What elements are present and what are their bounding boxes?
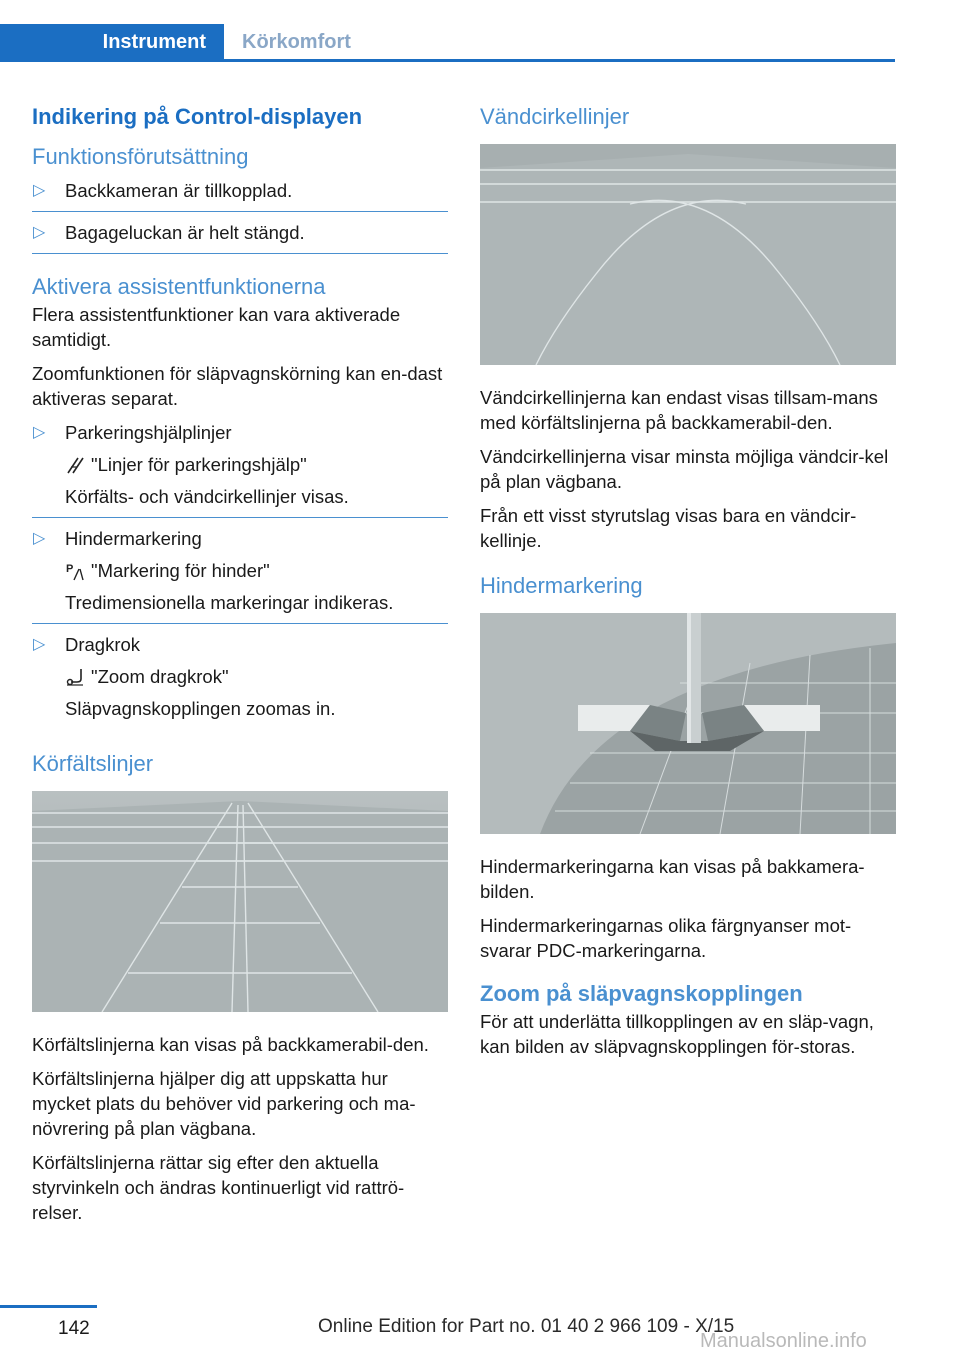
menu-entry xyxy=(65,452,448,477)
tab-instrument[interactable]: Instrument xyxy=(0,24,224,60)
chapter-tab-bar xyxy=(0,24,895,62)
parking-lines-icon xyxy=(65,455,85,475)
item-description: Släpvagnskopplingen zoomas in. xyxy=(65,698,336,719)
menu-entry-label: "Zoom dragkrok" xyxy=(91,666,229,687)
paragraph: Hindermarkeringarna kan visas på bakkamera-bilden. xyxy=(480,856,865,902)
list-item-parking-lines xyxy=(32,420,448,518)
paragraph: Från ett visst styrutslag visas bara en vändcir-kellinje. xyxy=(480,505,857,551)
list-item-obstacle xyxy=(32,526,448,624)
paragraph: För att underlätta tillkopplingen av en släp-vagn, kan bilden av släpvagnskopplingen för-storas. xyxy=(480,1011,874,1057)
item-label: ▷ Hindermarkering xyxy=(65,528,202,549)
page-number-bar xyxy=(0,1305,97,1308)
tow-hook-icon xyxy=(65,667,85,687)
item-description: Tredimensionella markeringar indikeras. xyxy=(65,592,394,613)
tab-korkomfort[interactable]: Körkomfort xyxy=(242,30,351,53)
menu-entry xyxy=(65,558,448,583)
paragraph: Körfältslinjerna hjälper dig att uppskatta hur mycket plats du behöver vid parkering och ma-növrering på plan vägbana. xyxy=(32,1068,416,1139)
paragraph: Hindermarkeringarnas olika färgnyanser mot-svarar PDC-markeringarna. xyxy=(480,915,852,961)
section-heading-vandcirkellinjer: Vändcirkellinjer xyxy=(480,104,630,129)
paragraph: Körfältslinjerna rättar sig efter den aktuella styrvinkeln och ändras kontinuerligt vid rattrö-relser. xyxy=(32,1152,405,1223)
item-label: ▷ Dragkrok xyxy=(65,634,141,655)
page-title: Indikering på Control-displayen xyxy=(32,104,363,129)
obstacle-marking-icon xyxy=(65,561,85,581)
paragraph: Zoomfunktionen för släpvagnskörning kan en-dast aktiveras separat. xyxy=(32,363,443,409)
paragraph: Vändcirkellinjerna visar minsta möjliga vändcir-kel på plan vägbana. xyxy=(480,446,889,492)
section-heading-hindermarkering: Hindermarkering xyxy=(480,573,643,598)
paragraph: Vändcirkellinjerna kan endast visas tillsam-mans med körfältslinjerna på backkamerabil-den. xyxy=(480,387,878,433)
page-number: 142 xyxy=(58,1318,90,1339)
svg-text:P: P xyxy=(66,562,74,575)
section-heading-zoom: Zoom på släpvagnskopplingen xyxy=(480,981,803,1006)
turning-circle-illustration xyxy=(480,144,896,365)
list-item: ▷ Bagageluckan är helt stängd. xyxy=(32,220,448,254)
section-heading-korfaltslinjer: Körfältslinjer xyxy=(32,751,154,776)
item-description: Körfälts- och vändcirkellinjer visas. xyxy=(65,486,349,507)
item-label: ▷ Parkeringshjälplinjer xyxy=(65,422,232,443)
lane-lines-illustration xyxy=(32,791,448,1012)
paragraph: Flera assistentfunktioner kan vara aktiverade samtidigt. xyxy=(32,304,401,350)
left-column xyxy=(32,98,448,1234)
watermark: Manualsonline.info xyxy=(700,1330,867,1352)
section-heading-funktionsforutsattning: Funktionsförutsättning xyxy=(32,144,249,169)
menu-entry-label: "Markering för hinder" xyxy=(91,560,270,581)
edition-footer: Online Edition for Part no. 01 40 2 966 109 - X/15 xyxy=(318,1316,735,1337)
section-heading-aktivera: Aktivera assistentfunktionerna xyxy=(32,274,326,299)
menu-entry xyxy=(65,664,448,689)
menu-entry-label: "Linjer för parkeringshjälp" xyxy=(91,454,307,475)
obstacle-marking-illustration xyxy=(480,613,896,834)
paragraph: Körfältslinjerna kan visas på backkamerabil-den. xyxy=(32,1034,429,1055)
list-item-tow-hook xyxy=(32,632,448,729)
right-column xyxy=(480,98,896,1068)
list-item: ▷ Backkameran är tillkopplad. xyxy=(32,178,448,212)
